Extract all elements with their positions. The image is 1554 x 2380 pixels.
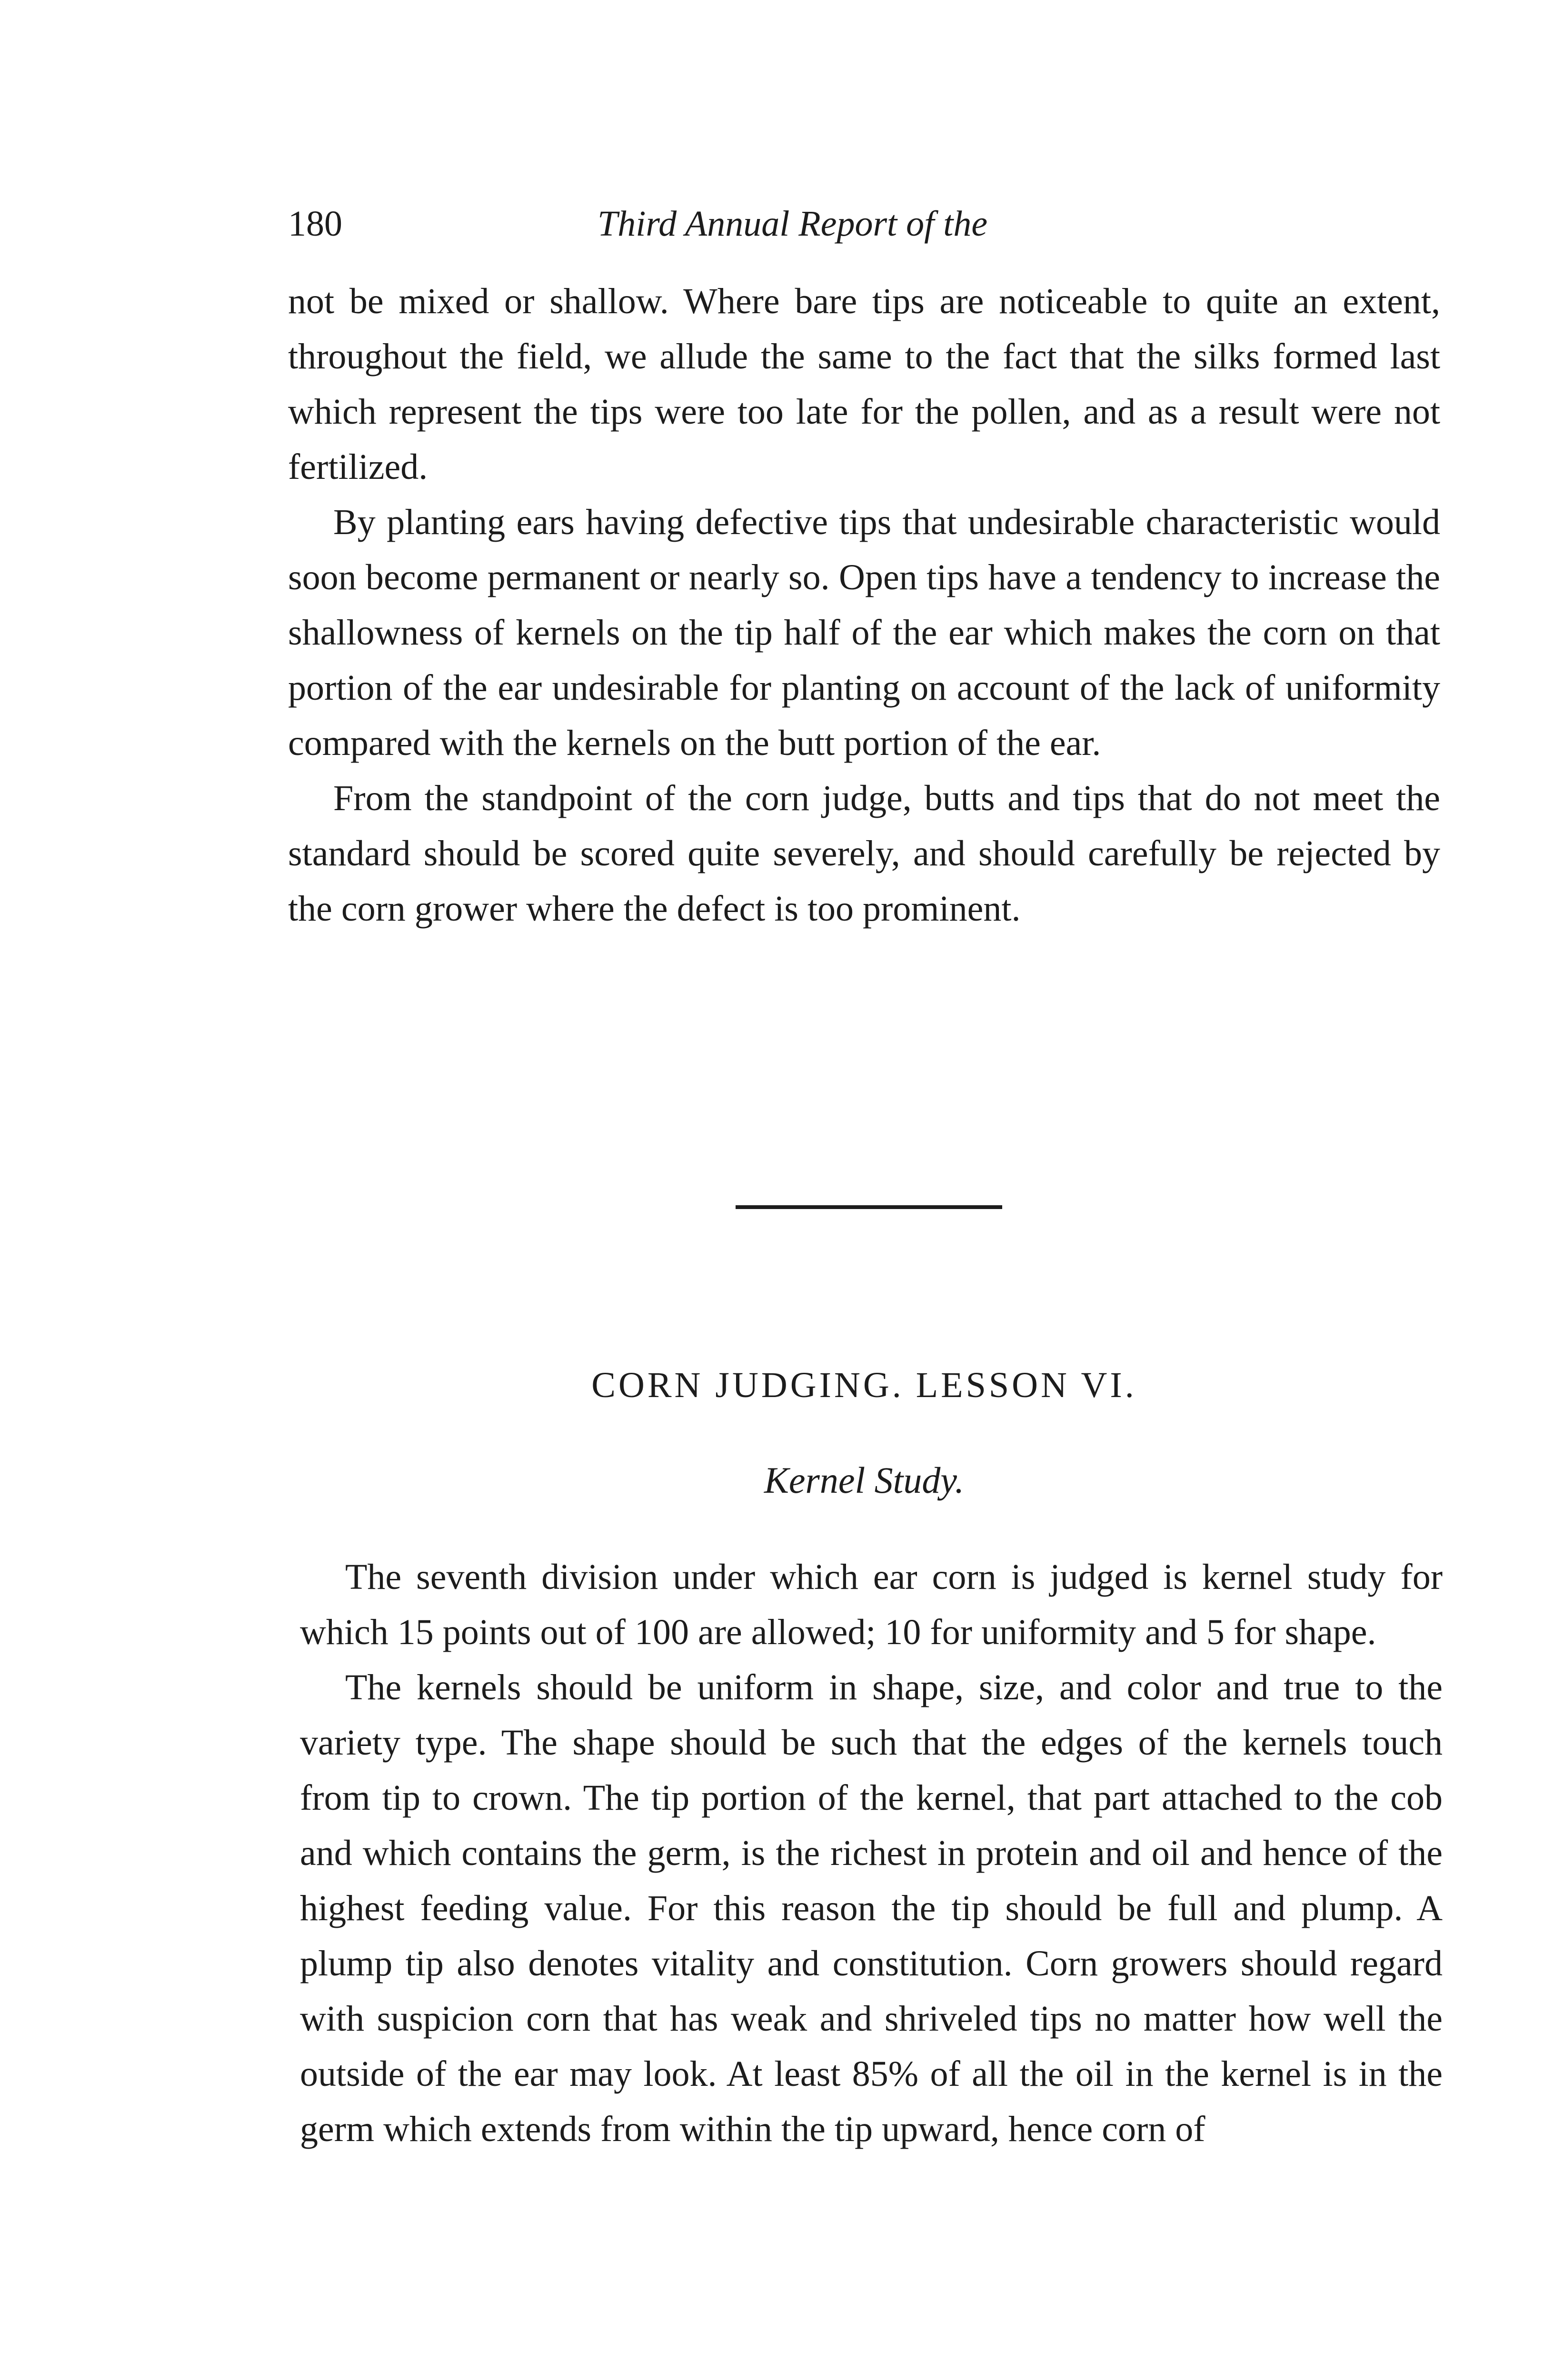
paragraph: From the standpoint of the corn judge, butts and tips that do not meet the standard should be scored quite severely, and should carefully be rejected by the corn grower where the defect is too prominent. xyxy=(288,778,1440,929)
section-divider xyxy=(736,1205,1002,1209)
lesson-heading: CORN JUDGING. LESSON VI. xyxy=(591,1365,1137,1405)
page-number: 180 xyxy=(288,204,342,244)
paragraph: The seventh division under which ear corn is judged is kernel study for which 15 points out of 100 are allowed; 10 for uniformity and 5 for shape. xyxy=(300,1557,1443,1652)
lesson-subheading: Kernel Study. xyxy=(764,1459,965,1501)
continuation-text xyxy=(288,274,1440,936)
paragraph: The kernels should be uniform in shape, size, and color and true to the variety type. The shape should be such that the edges of the kernels touch from tip to crown. The tip portion of the kernel, that part attached to the cob and which contains the germ, is the richest in protein and oil and hence of the highest feeding value. For this reason the tip should be full and plump. A plump tip also denotes vitality and constitution. Corn growers should regard with suspicion corn that has weak and shriveled tips no matter how well the outside of the ear may look. At least 85% of all the oil in the kernel is in the germ which extends from within the tip upward, hence corn of xyxy=(300,1667,1443,2149)
running-title: Third Annual Report of the xyxy=(598,204,988,244)
paragraph: not be mixed or shallow. Where bare tips are noticeable to quite an extent, throughout the field, we allude the same to the fact that the silks formed last which represent the tips were too late for the pollen, and as a result were not fertilized. xyxy=(288,281,1440,487)
paragraph: By planting ears having defective tips that undesirable characteristic would soon become permanent or nearly so. Open tips have a tendency to increase the shallowness of kernels on the tip half of the ear which makes the corn on that portion of the ear undesirable for planting on account of the lack of uniformity compared with the kernels on the butt portion of the ear. xyxy=(288,502,1440,763)
running-head xyxy=(288,198,1121,250)
lesson-text xyxy=(300,1549,1443,2157)
